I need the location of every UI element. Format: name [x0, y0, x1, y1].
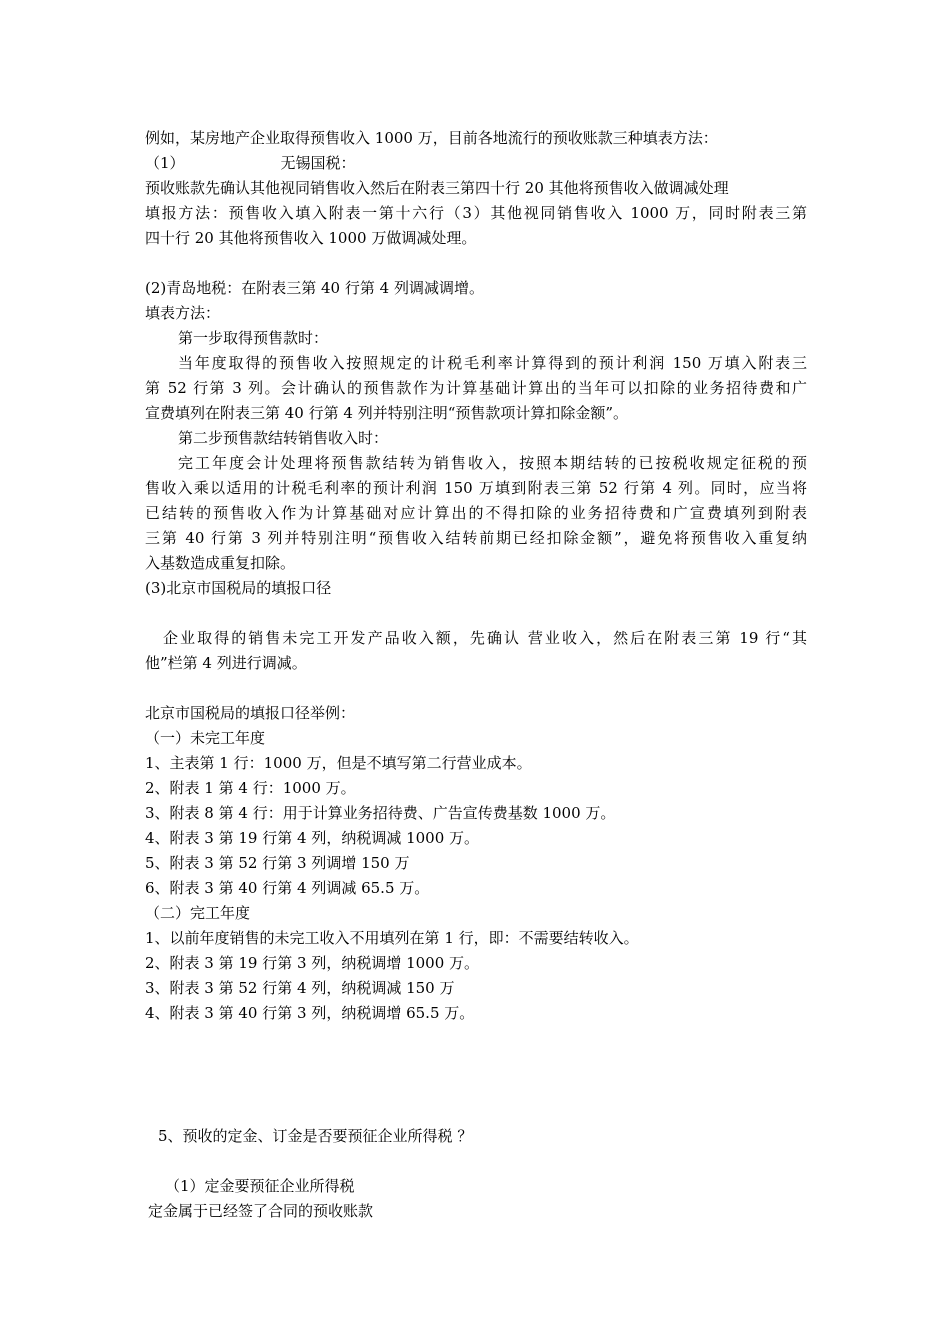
intro-line: 例如，某房地产企业取得预售收入 1000 万，目前各地流行的预收账款三种填表方法：: [145, 129, 718, 147]
item1-title: 无锡国税：: [280, 154, 356, 172]
step2-para-line1: 完工年度会计处理将预售款结转为销售收入，按照本期结转的已按税收规定征税的预: [178, 454, 807, 472]
item1-heading: [145, 151, 356, 175]
list-item: 1、主表第 1 行：1000 万，但是不填写第二行营业成本。: [145, 754, 532, 772]
list-item: 5、附表 3 第 52 行第 3 列调增 150 万: [145, 854, 410, 872]
step1-para-line3: 宣费填列在附表三第 40 行第 4 列并特别注明“预售款项计算扣除金额”。: [145, 404, 629, 422]
item1-method-line1: 填报方法：预售收入填入附表一第十六行（3）其他视同销售收入 1000 万，同时附表三第: [145, 204, 807, 222]
list-item: 2、附表 1 第 4 行：1000 万。: [145, 779, 356, 797]
beijing-title: (3)北京市国税局的填报口径: [145, 579, 332, 597]
question5-sub1: （1）定金要预征企业所得税: [165, 1177, 355, 1195]
list-item: 2、附表 3 第 19 行第 3 列，纳税调增 1000 万。: [145, 954, 480, 972]
qingdao-title: (2)青岛地税：在附表三第 40 行第 4 列调减调增。: [145, 279, 484, 297]
list-item: 4、附表 3 第 19 行第 4 列，纳税调减 1000 万。: [145, 829, 480, 847]
step1-title: 第一步取得预售款时：: [178, 329, 329, 347]
list-item: 1、以前年度销售的未完工收入不用填列在第 1 行，即：不需要结转收入。: [145, 929, 639, 947]
step1-para-line2: 第 52 行第 3 列。会计确认的预售款作为计算基础计算出的当年可以扣除的业务招待费和广: [145, 379, 807, 397]
list-item: 3、附表 3 第 52 行第 4 列，纳税调减 150 万: [145, 979, 455, 997]
step2-para-line2: 售收入乘以适用的计税毛利率的预计利润 150 万填到附表三第 52 行第 4 列。同时，应当将: [145, 479, 807, 497]
step2-para-line3: 已结转的预售收入作为计算基础对应计算出的不得扣除的业务招待费和广宣费填列到附表: [145, 504, 807, 522]
step2-para-line4: 三第 40 行第 3 列并特别注明“预售收入结转前期已经扣除金额”，避免将预售收入重复纳: [145, 529, 807, 547]
beijing-para-line1: 企业取得的销售未完工开发产品收入额，先确认 营业收入，然后在附表三第 19 行“其: [163, 629, 807, 647]
step2-title: 第二步预售款结转销售收入时：: [178, 429, 389, 447]
section1-title: （一）未完工年度: [145, 729, 266, 747]
beijing-example-title: 北京市国税局的填报口径举例：: [145, 704, 356, 722]
item1-method-line2: 四十行 20 其他将预售收入 1000 万做调减处理。: [145, 229, 477, 247]
beijing-para-line2: 他”栏第 4 列进行调减。: [145, 654, 307, 672]
question5-title: 5、预收的定金、订金是否要预征企业所得税 ？: [158, 1127, 473, 1145]
list-item: 4、附表 3 第 40 行第 3 列，纳税调增 65.5 万。: [145, 1004, 475, 1022]
qingdao-method-label: 填表方法：: [145, 304, 221, 322]
question5-sub1-desc: 定金属于已经签了合同的预收账款: [148, 1202, 374, 1220]
list-item: 6、附表 3 第 40 行第 4 列调减 65.5 万。: [145, 879, 430, 897]
list-item: 3、附表 8 第 4 行：用于计算业务招待费、广告宣传费基数 1000 万。: [145, 804, 616, 822]
step2-para-line5: 入基数造成重复扣除。: [145, 554, 296, 572]
step1-para-line1: 当年度取得的预售收入按照规定的计税毛利率计算得到的预计利润 150 万填入附表三: [178, 354, 807, 372]
item1-number: （1）: [145, 154, 185, 172]
section2-title: （二）完工年度: [145, 904, 251, 922]
item1-desc: 预收账款先确认其他视同销售收入然后在附表三第四十行 20 其他将预售收入做调减处理: [145, 179, 729, 197]
